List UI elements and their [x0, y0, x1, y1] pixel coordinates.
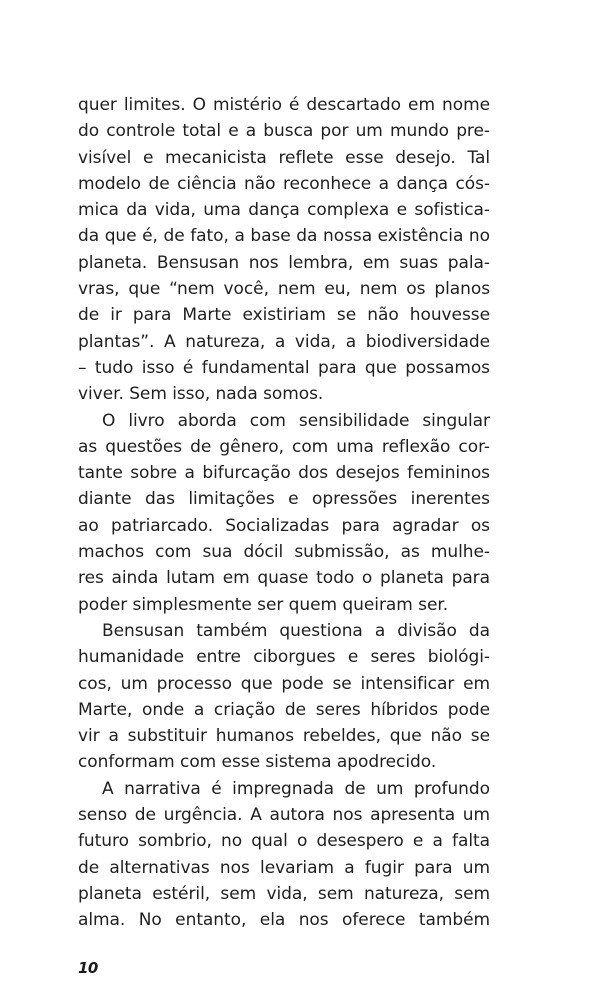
text-line: de alternativas nos levariam a fugir para um: [78, 857, 490, 878]
paragraph-first-line: A narrativa é impregnada de um profundo: [102, 778, 490, 799]
text-line: planeta. Bensusan nos lembra, em suas pala-: [78, 252, 490, 273]
text-line: plantas”. A natureza, a vida, a biodiversidade: [78, 331, 490, 352]
text-line: – tudo isso é fundamental para que possamos: [78, 357, 490, 378]
text-line: res ainda lutam em quase todo o planeta para: [78, 568, 490, 589]
body-text: [78, 92, 490, 934]
text-line: da que é, de fato, a base da nossa existência no: [78, 226, 490, 247]
text-line: Marte, onde a criação de seres híbridos pode: [78, 699, 490, 720]
text-line: machos com sua dócil submissão, as mulhe-: [78, 542, 490, 563]
text-line: quer limites. O mistério é descartado em nome: [78, 95, 490, 115]
text-line: modelo de ciência não reconhece a dança cós-: [78, 173, 490, 194]
text-line: alma. No entanto, ela nos oferece também: [78, 910, 490, 931]
page-number: 10: [78, 959, 98, 977]
text-line: de ir para Marte existiriam se não houvesse: [78, 305, 490, 326]
text-line: viver. Sem isso, nada somos.: [78, 384, 324, 405]
text-line: poder simplesmente ser quem queiram ser.: [78, 594, 449, 615]
text-line: tante sobre a bifurcação dos desejos femininos: [78, 463, 490, 484]
paragraph-first-line: Bensusan também questiona a divisão da: [102, 620, 490, 641]
text-line: ao patriarcado. Socializadas para agradar os: [78, 515, 490, 536]
text-line: senso de urgência. A autora nos apresenta um: [78, 805, 490, 826]
text-line: conformam com esse sistema apodrecido.: [78, 752, 437, 773]
text-line: as questões de gênero, com uma reflexão cor-: [78, 436, 490, 457]
paragraph-first-line: O livro aborda com sensibilidade singular: [102, 410, 490, 431]
text-line: visível e mecanicista reflete esse desejo. Tal: [78, 147, 490, 168]
text-line: vras, que “nem você, nem eu, nem os planos: [78, 279, 490, 300]
text-line: humanidade entre ciborgues e seres biológi-: [78, 647, 490, 668]
text-line: futuro sombrio, no qual o desespero e a falta: [78, 831, 490, 852]
text-line: diante das limitações e opressões inerentes: [78, 489, 490, 510]
text-line: vir a substituir humanos rebeldes, que não se: [78, 726, 490, 747]
text-line: do controle total e a busca por um mundo pre-: [78, 121, 490, 142]
text-line: planeta estéril, sem vida, sem natureza, sem: [78, 883, 490, 904]
text-line: mica da vida, uma dança complexa e sofistica-: [78, 200, 490, 221]
text-line: cos, um processo que pode se intensificar em: [78, 673, 490, 694]
